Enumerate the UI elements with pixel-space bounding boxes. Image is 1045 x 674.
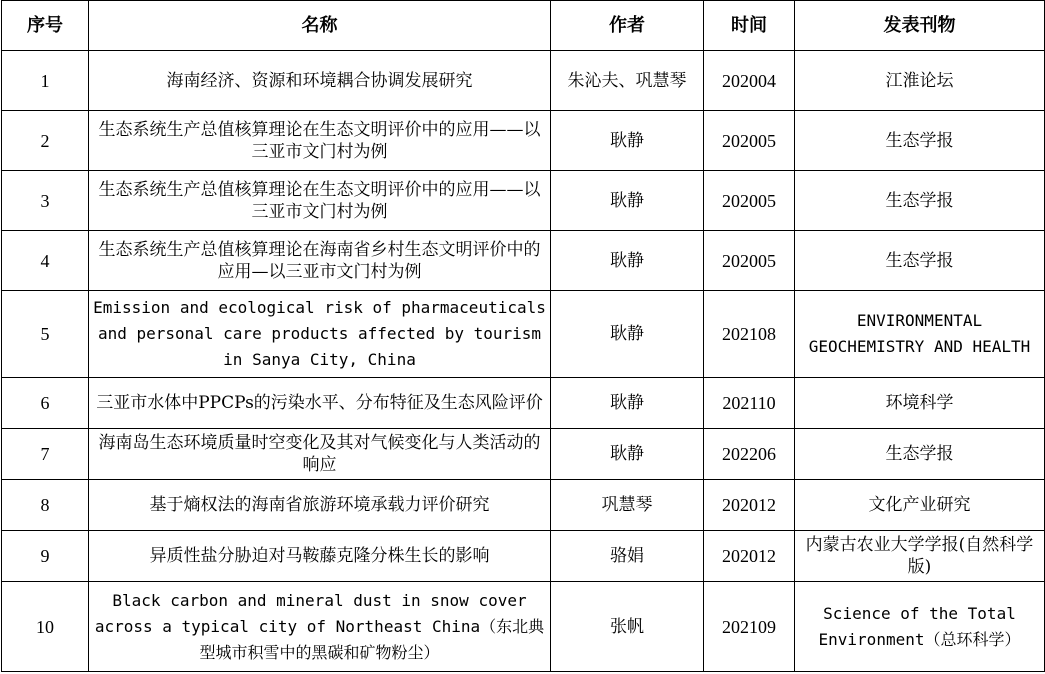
header-index: 序号 [2, 1, 89, 51]
row-time: 202005 [704, 171, 795, 231]
row-index: 5 [2, 291, 89, 378]
header-time: 时间 [704, 1, 795, 51]
row-title: 生态系统生产总值核算理论在海南省乡村生态文明评价中的应用—以三亚市文门村为例 [89, 231, 551, 291]
table-row [2, 480, 1045, 531]
row-title: Black carbon and mineral dust in snow cover across a typical city of Northeast China（东北典型城市积雪中的黑碳和矿物粉尘） [89, 582, 551, 672]
row-journal: Science of the Total Environment（总环科学） [795, 582, 1045, 672]
row-index: 2 [2, 111, 89, 171]
row-author: 耿静 [551, 171, 704, 231]
header-title: 名称 [89, 1, 551, 51]
row-index: 1 [2, 51, 89, 111]
row-author: 耿静 [551, 429, 704, 480]
row-time: 202109 [704, 582, 795, 672]
row-journal: 江淮论坛 [795, 51, 1045, 111]
row-author: 耿静 [551, 231, 704, 291]
row-time: 202108 [704, 291, 795, 378]
table-row [2, 231, 1045, 291]
row-index: 9 [2, 531, 89, 582]
row-author: 耿静 [551, 111, 704, 171]
row-title: 生态系统生产总值核算理论在生态文明评价中的应用——以三亚市文门村为例 [89, 171, 551, 231]
row-journal: 文化产业研究 [795, 480, 1045, 531]
row-time: 202004 [704, 51, 795, 111]
row-author: 张帆 [551, 582, 704, 672]
row-index: 10 [2, 582, 89, 672]
row-journal: 生态学报 [795, 171, 1045, 231]
row-journal: 环境科学 [795, 378, 1045, 429]
row-index: 8 [2, 480, 89, 531]
row-journal: 生态学报 [795, 429, 1045, 480]
table-row [2, 582, 1045, 672]
table-row [2, 171, 1045, 231]
row-journal: 生态学报 [795, 231, 1045, 291]
row-journal: ENVIRONMENTAL GEOCHEMISTRY AND HEALTH [795, 291, 1045, 378]
row-journal: 内蒙古农业大学学报(自然科学版) [795, 531, 1045, 582]
header-row [2, 1, 1045, 51]
row-time: 202012 [704, 531, 795, 582]
row-author: 耿静 [551, 378, 704, 429]
row-title: 海南经济、资源和环境耦合协调发展研究 [89, 51, 551, 111]
row-author: 耿静 [551, 291, 704, 378]
row-author: 巩慧琴 [551, 480, 704, 531]
table-row [2, 291, 1045, 378]
row-time: 202012 [704, 480, 795, 531]
row-time: 202005 [704, 231, 795, 291]
table-row [2, 111, 1045, 171]
row-author: 朱沁夫、巩慧琴 [551, 51, 704, 111]
row-index: 6 [2, 378, 89, 429]
row-title: Emission and ecological risk of pharmaceuticals and personal care products affected by tourism in Sanya City, China [89, 291, 551, 378]
table-row [2, 51, 1045, 111]
header-journal: 发表刊物 [795, 1, 1045, 51]
row-index: 3 [2, 171, 89, 231]
row-title: 基于熵权法的海南省旅游环境承载力评价研究 [89, 480, 551, 531]
row-time: 202005 [704, 111, 795, 171]
row-title: 三亚市水体中PPCPs的污染水平、分布特征及生态风险评价 [89, 378, 551, 429]
row-time: 202110 [704, 378, 795, 429]
row-journal: 生态学报 [795, 111, 1045, 171]
row-title: 异质性盐分胁迫对马鞍藤克隆分株生长的影响 [89, 531, 551, 582]
row-index: 7 [2, 429, 89, 480]
table-row [2, 429, 1045, 480]
row-time: 202206 [704, 429, 795, 480]
row-index: 4 [2, 231, 89, 291]
row-title: 生态系统生产总值核算理论在生态文明评价中的应用——以三亚市文门村为例 [89, 111, 551, 171]
publication-table [1, 0, 1045, 672]
header-author: 作者 [551, 1, 704, 51]
table-row [2, 531, 1045, 582]
row-title: 海南岛生态环境质量时空变化及其对气候变化与人类活动的响应 [89, 429, 551, 480]
table-row [2, 378, 1045, 429]
row-author: 骆娟 [551, 531, 704, 582]
